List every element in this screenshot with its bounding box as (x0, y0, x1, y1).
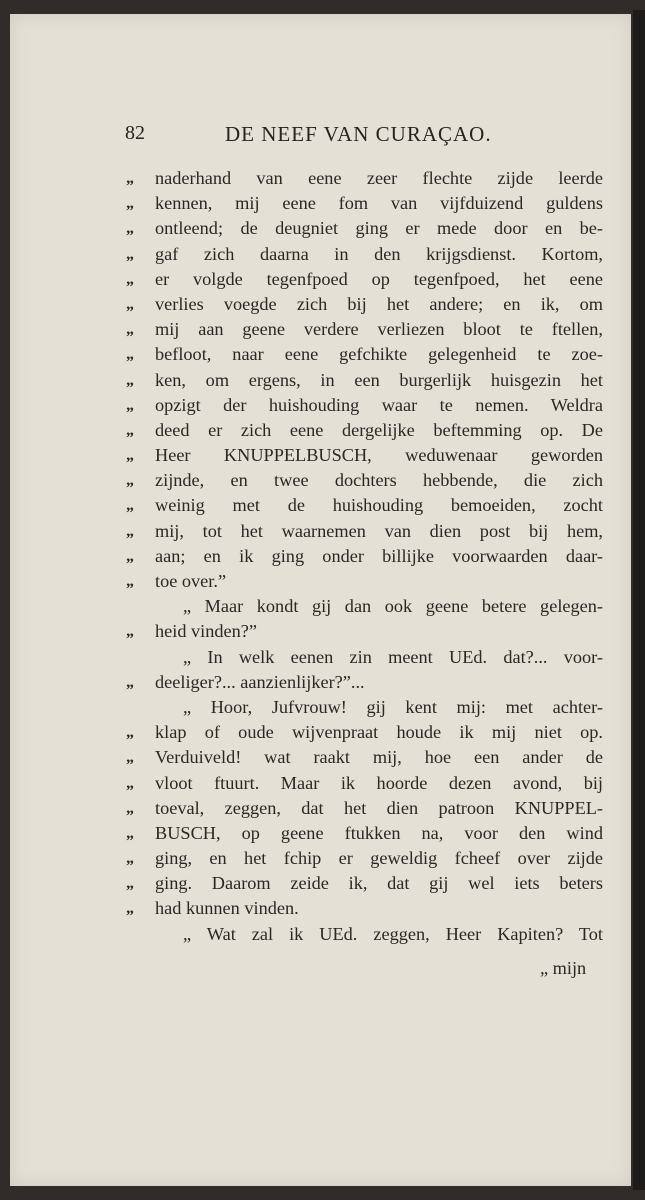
text-line (126, 519, 603, 544)
line-text: Verduiveld! wat raakt mij, hoe een ander de (155, 747, 603, 768)
quote-mark: „ (126, 421, 134, 439)
quote-mark: „ (126, 220, 134, 238)
running-title: DE NEEF VAN CURAÇAO. (225, 122, 492, 146)
quote-mark: „ (126, 799, 134, 817)
text-line (126, 166, 603, 191)
line-text: ken, om ergens, in een burgerlijk huisgezin het (155, 369, 603, 390)
quote-mark: „ (126, 195, 134, 213)
line-text: deeliger?... aanzienlijker?”... (155, 671, 365, 692)
quote-mark: „ (126, 447, 134, 465)
catchword: „ mijn (540, 958, 587, 978)
text-line (126, 569, 603, 594)
body-text (126, 166, 603, 947)
text-line (126, 342, 603, 367)
text-line (126, 292, 603, 317)
line-text: toeval, zeggen, dat het dien patroon KNUPPEL- (155, 797, 603, 818)
line-text: opzigt der huishouding waar te nemen. Weldra (155, 394, 603, 415)
quote-mark: „ (126, 573, 134, 590)
quote-mark: „ (126, 875, 134, 893)
quote-mark: „ (126, 346, 134, 364)
line-text: aan; en ik ging onder billijke voorwaarden daar- (155, 545, 603, 566)
quote-mark: „ (126, 371, 134, 389)
line-text: „ Hoor, Jufvrouw! gij kent mij: met achter- (183, 696, 603, 717)
quote-mark: „ (126, 245, 134, 263)
text-line (126, 745, 603, 770)
line-text: gaf zich daarna in den krijgsdienst. Kortom, (155, 243, 603, 264)
text-line (126, 821, 603, 846)
text-line (126, 443, 603, 468)
text-line (126, 267, 603, 292)
line-text: toe over.” (155, 571, 227, 591)
quote-mark: „ (126, 673, 134, 691)
text-line (126, 368, 603, 393)
text-line (155, 594, 603, 619)
quote-mark: „ (126, 170, 134, 187)
line-text: ging. Daarom zeide ik, dat gij wel iets beters (155, 873, 603, 894)
book-page (10, 14, 631, 1186)
text-line (126, 896, 603, 921)
quote-mark: „ (126, 900, 134, 918)
quote-mark: „ (126, 774, 134, 792)
text-line (126, 619, 603, 644)
line-text: BUSCH, op geene ftukken na, voor den wind (155, 822, 603, 843)
text-line (126, 544, 603, 569)
line-text: naderhand van eene zeer flechte zijde leerde (155, 168, 603, 188)
quote-mark: „ (126, 522, 134, 540)
quote-mark: „ (126, 850, 134, 868)
scan-edge (633, 10, 645, 1190)
quote-mark: „ (126, 472, 134, 490)
line-text: Heer KNUPPELBUSCH, weduwenaar geworden (155, 445, 603, 466)
quote-mark: „ (126, 824, 134, 842)
text-line (126, 796, 603, 821)
line-text: ging, en het fchip er geweldig fcheef over zijde (155, 848, 603, 869)
quote-mark: „ (126, 547, 134, 565)
page-header (125, 122, 615, 148)
line-text: mij, tot het waarnemen van dien post bij hem, (155, 520, 603, 541)
page-number: 82 (125, 122, 145, 144)
quote-mark: „ (126, 270, 134, 288)
text-line (126, 871, 603, 896)
line-text: kennen, mij eene fom van vijfduizend guldens (155, 193, 603, 214)
line-text: „ Maar kondt gij dan ook geene betere gelegen- (183, 596, 603, 617)
text-line (126, 493, 603, 518)
text-line (126, 670, 603, 695)
text-line (126, 468, 603, 493)
line-text: ontleend; de deugniet ging er mede door en be- (155, 218, 603, 239)
text-line (126, 216, 603, 241)
text-line (126, 393, 603, 418)
text-line (126, 720, 603, 745)
text-line (126, 846, 603, 871)
text-line (126, 242, 603, 267)
line-text: er volgde tegenfpoed op tegenfpoed, het eene (155, 268, 603, 289)
line-text: heid vinden?” (155, 621, 258, 642)
line-text: deed er zich eene dergelijke beftemming op. De (155, 419, 603, 440)
line-text: klap of oude wijvenpraat houde ik mij niet op. (155, 722, 603, 743)
line-text: vloot ftuurt. Maar ik hoorde dezen avond, bij (155, 772, 603, 793)
line-text: „ Wat zal ik UEd. zeggen, Heer Kapiten? Tot (183, 923, 603, 944)
line-text: „ In welk eenen zin meent UEd. dat?... voor- (183, 646, 603, 667)
quote-mark: „ (126, 321, 134, 339)
text-line (126, 771, 603, 796)
line-text: weinig met de huishouding bemoeiden, zocht (155, 495, 603, 516)
text-line (126, 317, 603, 342)
quote-mark: „ (126, 497, 134, 515)
quote-mark: „ (126, 724, 134, 742)
quote-mark: „ (126, 623, 134, 641)
quote-mark: „ (126, 295, 134, 313)
text-line (155, 922, 603, 947)
text-line (126, 191, 603, 216)
line-text: mij aan geene verdere verliezen bloot te ftellen, (155, 319, 603, 340)
line-text: verlies voegde zich bij het andere; en ik, om (155, 293, 603, 314)
text-line (155, 645, 603, 670)
quote-mark: „ (126, 749, 134, 767)
line-text: zijnde, en twee dochters hebbende, die zich (155, 470, 603, 491)
line-text: befloot, naar eene gefchikte gelegenheid te zoe- (155, 344, 603, 365)
quote-mark: „ (126, 396, 134, 414)
text-line (155, 695, 603, 720)
line-text: had kunnen vinden. (155, 898, 299, 919)
text-line (126, 418, 603, 443)
